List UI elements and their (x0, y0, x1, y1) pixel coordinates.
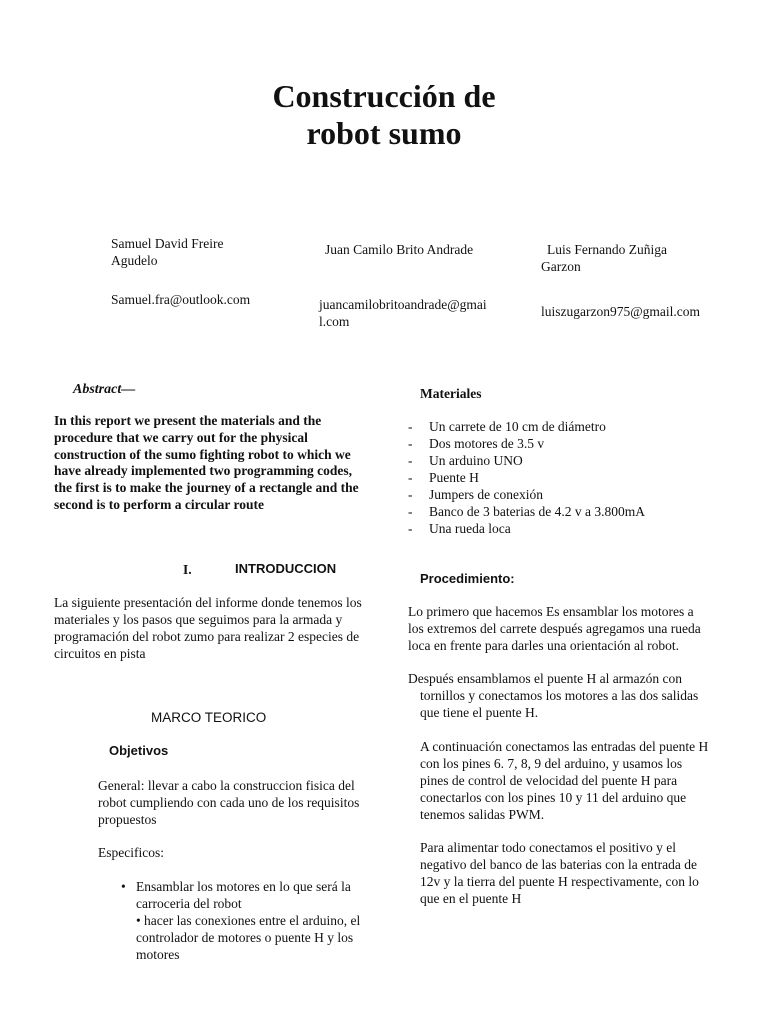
bullet-icon: • (136, 913, 141, 928)
intro-heading: INTRODUCCION (235, 561, 337, 576)
list-item: - Banco de 3 baterias de 4.2 v a 3.800mA (408, 503, 728, 520)
paper-title (0, 78, 768, 152)
abstract-heading: Abstract— (73, 382, 136, 397)
procedimiento-paragraph-4: Para alimentar todo conectamos el positivo y el negativo del banco de las baterias con la entrada de 12v y la tierra del puente H respectivamente, con lo que en el puente H (420, 840, 699, 906)
list-item: - Dos motores de 3.5 v (408, 435, 728, 452)
marco-heading: MARCO TEORICO (151, 710, 267, 725)
abstract-text: In this report we present the materials and the procedure that we carry out for the physical construction of the sumo fighting robot to which we have already implemented two programming codes, the first is to make the journey of a rectangle and the second is to perform a circular route (54, 413, 359, 512)
list-item: - Una rueda loca (408, 520, 728, 537)
materiales-list (408, 418, 728, 537)
author-1-name: Samuel David Freire Agudelo (111, 236, 224, 268)
procedimiento-paragraph-1: Lo primero que hacemos Es ensamblar los motores a los extremos del carrete después agregamos una rueda loca en frente para darles una orientación al robot. (408, 604, 701, 653)
bullet-icon: • (121, 879, 126, 894)
especificos-label: Especificos: (98, 845, 164, 860)
list-item: - Jumpers de conexión (408, 486, 728, 503)
list-item: - Un carrete de 10 cm de diámetro (408, 418, 728, 435)
title-line-1: Construcción de (272, 78, 496, 114)
materiales-heading: Materiales (420, 386, 482, 401)
objetivos-heading: Objetivos (109, 743, 169, 758)
title-line-2: robot sumo (306, 115, 462, 151)
author-2-email: juancamilobritoandrade@gmail.com (319, 297, 487, 329)
intro-text: La siguiente presentación del informe donde tenemos los materiales y los pasos que seguimos para la armada y programación del robot zumo para realizar 2 especies de circuitos en pista (54, 595, 362, 661)
procedimiento-paragraph-2: Después ensamblamos el puente H al armazón con tornillos y conectamos los motores a las dos salidas que tiene el puente H. (408, 671, 699, 720)
procedimiento-heading: Procedimiento: (420, 571, 515, 586)
objetivo-general: General: llevar a cabo la construccion fisica del robot cumpliendo con cada uno de los requisitos propuestos (98, 778, 360, 827)
especificos-list (121, 878, 373, 963)
author-3-name: Luis Fernando Zuñiga Garzon (541, 242, 667, 274)
author-1-email: Samuel.fra@outlook.com (111, 292, 251, 307)
list-item: • hacer las conexiones entre el arduino, el controlador de motores o puente H y los motores (136, 913, 361, 962)
list-item: • Ensamblar los motores en lo que será la carroceria del robot (121, 879, 351, 911)
author-2-name: Juan Camilo Brito Andrade (325, 242, 474, 257)
list-item: - Un arduino UNO (408, 452, 728, 469)
author-3-email: luiszugarzon975@gmail.com (541, 304, 701, 319)
intro-numeral: I. (183, 562, 192, 577)
procedimiento-paragraph-3: A continuación conectamos las entradas del puente H con los pines 6. 7, 8, 9 del arduino, y usamos los pines de control de velocidad del puente H para conectarlos con los pines 10 y 11 del arduino que tenemos salidas PWM. (420, 739, 709, 822)
list-item: - Puente H (408, 469, 728, 486)
